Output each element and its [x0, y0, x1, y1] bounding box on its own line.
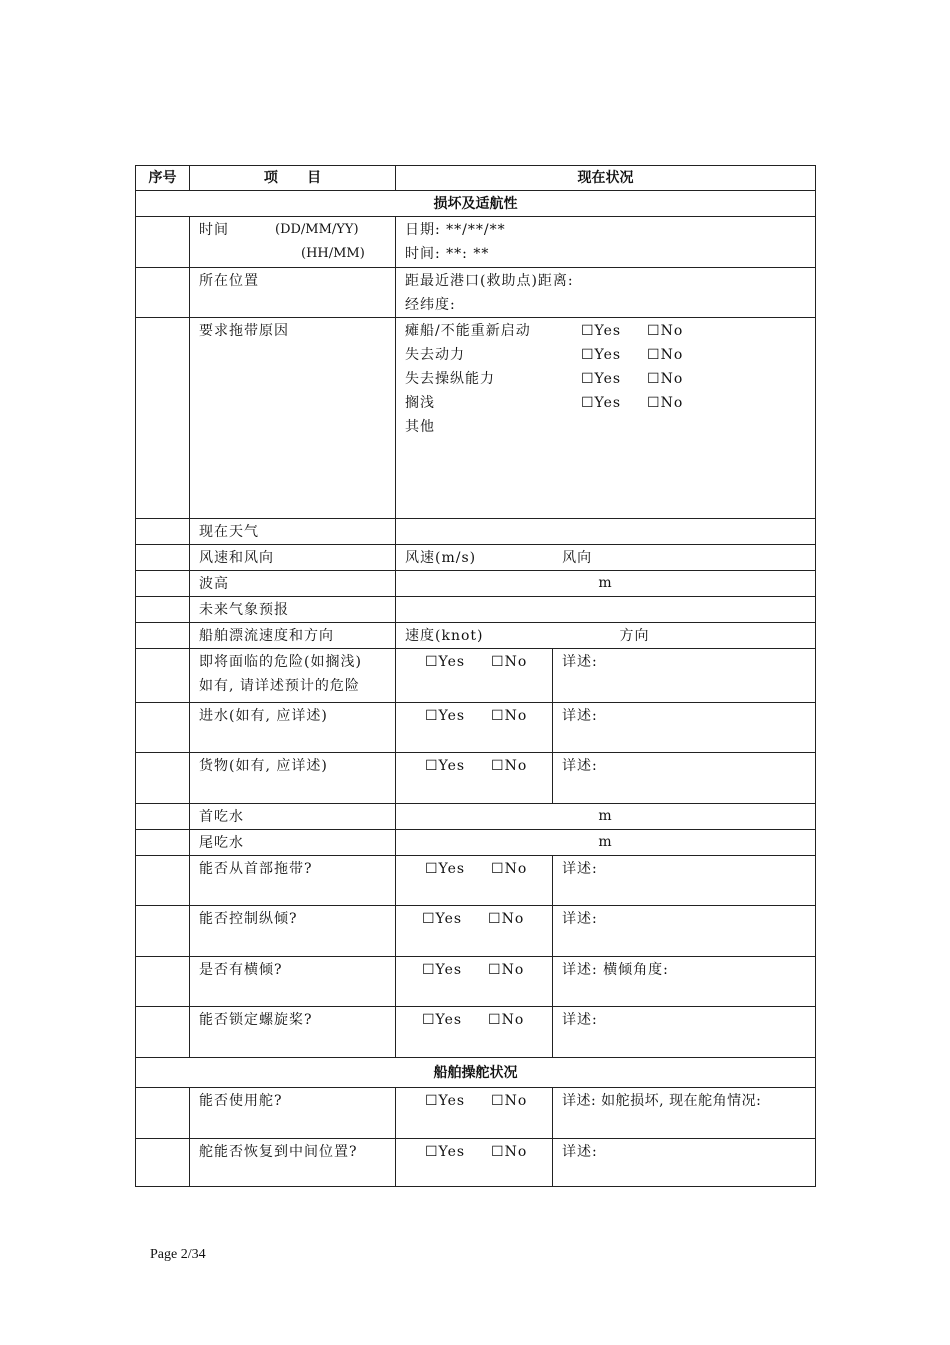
table-row-wind — [136, 545, 816, 571]
no-checkbox[interactable]: ☐No — [488, 1012, 525, 1028]
forecast-field[interactable] — [396, 597, 816, 623]
section-title-steering: 船舶操舵状况 — [136, 1058, 816, 1088]
row-no-cell — [136, 623, 190, 649]
weather-label: 现在天气 — [190, 519, 396, 545]
cargo-detail-field[interactable]: 详述: — [553, 753, 816, 804]
time-value: 时间: **: ** — [405, 246, 490, 262]
section-title-damage: 损坏及适航性 — [136, 191, 816, 217]
tow-reason-label: 要求拖带原因 — [190, 318, 396, 519]
wave-label: 波高 — [190, 571, 396, 597]
row-no-cell — [136, 906, 190, 957]
trim-label: 能否控制纵倾? — [190, 906, 396, 957]
aft-draft-field[interactable] — [396, 830, 816, 856]
row-no-cell — [136, 1139, 190, 1187]
fore-draft-field[interactable] — [396, 804, 816, 830]
row-no-cell — [136, 804, 190, 830]
row-no-cell — [136, 519, 190, 545]
page-number: Page 2/34 — [150, 1247, 206, 1262]
reason-label: 瘫船/不能重新启动 — [405, 323, 531, 339]
table-row-tow-reason — [136, 318, 816, 519]
wind-field[interactable] — [396, 545, 816, 571]
no-checkbox[interactable]: ☐No — [491, 708, 528, 724]
yes-checkbox[interactable]: ☐Yes — [425, 861, 466, 877]
table-row-time — [136, 217, 816, 268]
table-row-wave — [136, 571, 816, 597]
yes-checkbox[interactable]: ☐Yes — [581, 347, 622, 363]
bow-tow-label: 能否从首部拖带? — [190, 856, 396, 906]
row-no-cell — [136, 268, 190, 318]
row-no-cell — [136, 830, 190, 856]
lat-long-field: 经纬度: — [405, 297, 456, 313]
flooding-yes-no — [396, 703, 553, 753]
table-row-aft-draft — [136, 830, 816, 856]
no-checkbox[interactable]: ☐No — [491, 1093, 528, 1109]
table-row-danger — [136, 649, 816, 703]
table-row-fore-draft — [136, 804, 816, 830]
tow-assessment-table — [135, 165, 816, 1187]
row-no-cell — [136, 597, 190, 623]
row-no-cell — [136, 545, 190, 571]
row-no-cell — [136, 703, 190, 753]
table-header-row — [136, 166, 816, 191]
row-no-cell — [136, 217, 190, 268]
row-no-cell — [136, 856, 190, 906]
reason-label: 失去操纵能力 — [405, 371, 495, 387]
status-cell-location[interactable] — [396, 268, 816, 318]
no-checkbox[interactable]: ☐No — [647, 347, 684, 363]
reason-line — [405, 391, 815, 415]
propeller-detail-field[interactable]: 详述: — [553, 1007, 816, 1058]
drift-direction-label: 方向 — [619, 628, 650, 644]
wave-unit: m — [598, 575, 613, 591]
table-row-rudder-midship — [136, 1139, 816, 1187]
reason-line — [405, 319, 815, 343]
propeller-yes-no — [396, 1007, 553, 1058]
header-status: 现在状况 — [396, 166, 816, 191]
cargo-label: 货物(如有, 应详述) — [190, 753, 396, 804]
heel-detail-field[interactable]: 详述: 横倾角度: — [553, 957, 816, 1007]
reason-label: 搁浅 — [405, 395, 435, 411]
rudder-midship-label: 舵能否恢复到中间位置? — [190, 1139, 396, 1187]
danger-label-line2: 如有, 请详述预计的危险 — [199, 678, 360, 694]
weather-field[interactable] — [396, 519, 816, 545]
no-checkbox[interactable]: ☐No — [491, 654, 528, 670]
time-format-hint: (HH/MM) — [301, 246, 365, 261]
trim-detail-field[interactable]: 详述: — [553, 906, 816, 957]
table-row-flooding — [136, 703, 816, 753]
danger-label-line1: 即将面临的危险(如搁浅) — [199, 654, 362, 670]
no-checkbox[interactable]: ☐No — [488, 911, 525, 927]
danger-label — [190, 649, 396, 703]
other-reason-label: 其他 — [405, 419, 435, 435]
row-no-cell — [136, 1088, 190, 1139]
no-checkbox[interactable]: ☐No — [647, 395, 684, 411]
table-row-bow-tow — [136, 856, 816, 906]
table-row-heel — [136, 957, 816, 1007]
yes-checkbox[interactable]: ☐Yes — [422, 1012, 463, 1028]
distance-to-port-field: 距最近港口(救助点)距离: — [405, 273, 574, 289]
flooding-detail-field[interactable]: 详述: — [553, 703, 816, 753]
no-checkbox[interactable]: ☐No — [491, 1144, 528, 1160]
yes-checkbox[interactable]: ☐Yes — [422, 911, 463, 927]
row-no-cell — [136, 1007, 190, 1058]
wave-height-field[interactable] — [396, 571, 816, 597]
table-row-propeller — [136, 1007, 816, 1058]
reason-label: 失去动力 — [405, 347, 465, 363]
wind-direction-label: 风向 — [562, 550, 593, 566]
aft-draft-label: 尾吃水 — [190, 830, 396, 856]
time-label: 时间 — [199, 222, 229, 238]
no-checkbox[interactable]: ☐No — [491, 758, 528, 774]
yes-checkbox[interactable]: ☐Yes — [422, 962, 463, 978]
rudder-midship-yes-no — [396, 1139, 553, 1187]
table-row-weather — [136, 519, 816, 545]
yes-checkbox[interactable]: ☐Yes — [425, 1093, 466, 1109]
yes-checkbox[interactable]: ☐Yes — [425, 1144, 466, 1160]
header-item: 项 目 — [190, 166, 396, 191]
row-no-cell — [136, 957, 190, 1007]
table-row-drift — [136, 623, 816, 649]
row-no-cell — [136, 649, 190, 703]
table-row-location — [136, 268, 816, 318]
rudder-label: 能否使用舵? — [190, 1088, 396, 1139]
drift-label: 船舶漂流速度和方向 — [190, 623, 396, 649]
yes-checkbox[interactable]: ☐Yes — [425, 708, 466, 724]
bow-tow-detail-field[interactable]: 详述: — [553, 856, 816, 906]
wind-label: 风速和风向 — [190, 545, 396, 571]
no-checkbox[interactable]: ☐No — [488, 962, 525, 978]
rudder-detail-field[interactable]: 详述: 如舵损坏, 现在舵角情况: — [553, 1088, 816, 1139]
item-cell-time — [190, 217, 396, 268]
table-row-cargo — [136, 753, 816, 804]
no-checkbox[interactable]: ☐No — [647, 323, 684, 339]
fore-draft-label: 首吃水 — [190, 804, 396, 830]
no-checkbox[interactable]: ☐No — [491, 861, 528, 877]
table-row-trim — [136, 906, 816, 957]
heel-yes-no — [396, 957, 553, 1007]
table-row-rudder — [136, 1088, 816, 1139]
date-value: 日期: **/**/** — [405, 222, 506, 238]
aft-draft-unit: m — [598, 834, 613, 850]
section-row-damage — [136, 191, 816, 217]
header-no: 序号 — [136, 166, 190, 191]
status-cell-tow-reason — [396, 318, 816, 519]
reason-line — [405, 343, 815, 367]
drift-speed-label: 速度(knot) — [405, 628, 484, 644]
bow-tow-yes-no — [396, 856, 553, 906]
danger-yes-no — [396, 649, 553, 703]
row-no-cell — [136, 318, 190, 519]
yes-checkbox[interactable]: ☐Yes — [581, 395, 622, 411]
yes-checkbox[interactable]: ☐Yes — [425, 758, 466, 774]
propeller-label: 能否锁定螺旋桨? — [190, 1007, 396, 1058]
location-label: 所在位置 — [190, 268, 396, 318]
heel-label: 是否有横倾? — [190, 957, 396, 1007]
trim-yes-no — [396, 906, 553, 957]
yes-checkbox[interactable]: ☐Yes — [581, 323, 622, 339]
no-checkbox[interactable]: ☐No — [647, 371, 684, 387]
fore-draft-unit: m — [598, 808, 613, 824]
table-row-forecast — [136, 597, 816, 623]
row-no-cell — [136, 571, 190, 597]
flooding-label: 进水(如有, 应详述) — [190, 703, 396, 753]
status-cell-time[interactable] — [396, 217, 816, 268]
wind-speed-label: 风速(m/s) — [405, 550, 477, 566]
row-no-cell — [136, 753, 190, 804]
section-row-steering — [136, 1058, 816, 1088]
danger-detail-field[interactable]: 详述: — [553, 649, 816, 703]
drift-field[interactable] — [396, 623, 816, 649]
cargo-yes-no — [396, 753, 553, 804]
reason-line — [405, 367, 815, 391]
rudder-midship-detail-field[interactable]: 详述: — [553, 1139, 816, 1187]
yes-checkbox[interactable]: ☐Yes — [581, 371, 622, 387]
date-format-hint: (DD/MM/YY) — [275, 222, 359, 237]
forecast-label: 未来气象预报 — [190, 597, 396, 623]
yes-checkbox[interactable]: ☐Yes — [425, 654, 466, 670]
rudder-yes-no — [396, 1088, 553, 1139]
